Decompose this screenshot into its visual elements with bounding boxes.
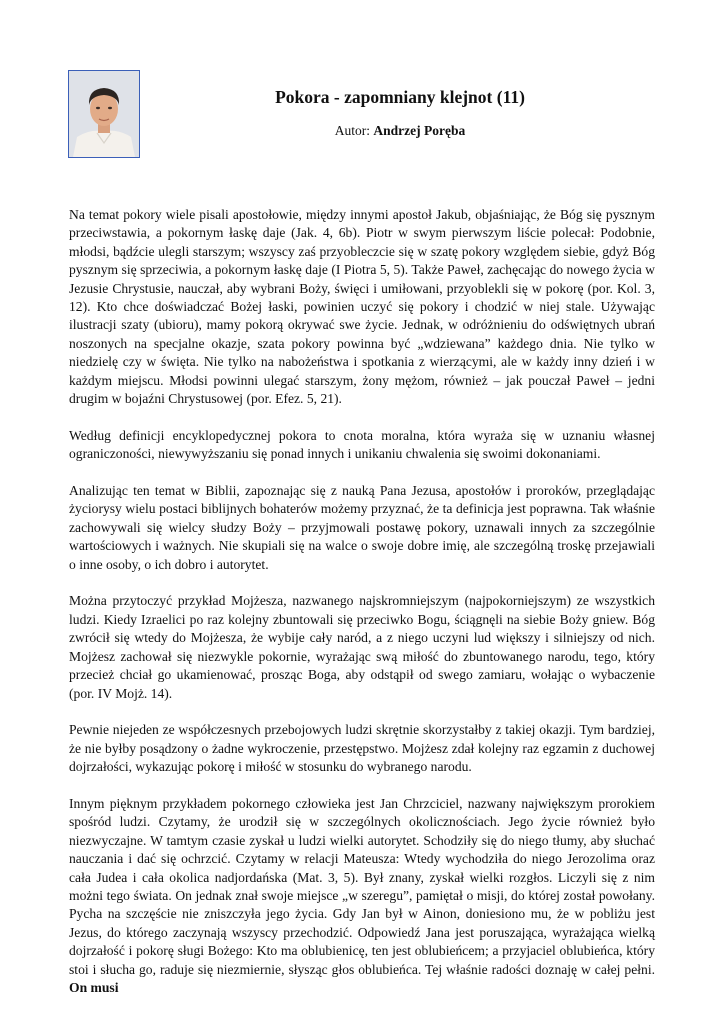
author-label: Autor: <box>334 123 370 138</box>
paragraph: Według definicji encyklopedycznej pokora to cnota moralna, która wyraża się w uznaniu własnej ograniczoności, niewywyższaniu się ponad innych i unikaniu chwalenia się swoimi dokonaniami. <box>69 427 655 462</box>
paragraph-text: Innym pięknym przykładem pokornego człowieka jest Jan Chrzciciel, nazwany największym prorokiem spośród ludzi. Czytamy, że urodził się w szczególnych okolicznościach. Jego życie również było niezwyczajne. W tamtym czasie zyskał u ludzi wielki autorytet. Schodziły się do niego tłumy, aby słuchać nauczania i dać się ochrzcić. Czytamy w relacji Mateusza: Wtedy wychodziła do niego Jerozolima oraz cała Judea i cała okolica nadjordańska (Mat. 3, 5). Był znany, zyskał wielki rozgłos. Liczyli się z nim możni tego świata. On jednak znał swoje miejsce „w szeregu”, pamiętał o misji, do której został powołany. Pycha na szczęście nie zniszczyła jego życia. Gdy Jan był w Ainon, doniesiono mu, że w pobliżu jest Jezus, do którego zaczynają wszyscy przechodzić. Odpowiedź Jana jest poruszająca, wyrażająca wielką dojrzałość i pokorę sługi Bożego: Kto ma oblubienicę, ten jest oblubieńcem; a przyjaciel oblubieńca, który stoi i słucha go, raduje się niezmiernie, słysząc głos oblubieńca. Tej właśnie radości doznaję w całej pełni. <box>69 795 655 977</box>
paragraph: Analizując ten temat w Biblii, zapoznając się z nauką Pana Jezusa, apostołów i proroków, przeglądając życiorysy wielu postaci biblijnych bohaterów możemy przyznać, że ta definicja jest poprawna. Tak właśnie zachowywali się wielcy słudzy Boży – przyjmowali postawę pokory, uznawali innych za szczególnie wartościowych i ważnych. Nie skupiali się na walce o swoje dobre imię, ale szczególną troskę przejawiali o inne osoby, o ich dobro i autorytet. <box>69 483 655 572</box>
paragraph-bold-tail: On musi <box>69 979 119 995</box>
author-photo <box>68 70 140 158</box>
article-body <box>69 206 655 997</box>
paragraph: Pewnie niejeden ze współczesnych przebojowych ludzi skrętnie skorzystałby z takiej okazji. Tym bardziej, że nie byłby posądzony o żadne wykroczenie, przestępstwo. Mojżesz zdał kolejny raz egzamin z duchowej dojrzałości, wykazując pokorę i miłość w stosunku do wybranego narodu. <box>69 722 655 775</box>
paragraph: Można przytoczyć przykład Mojżesza, nazwanego najskromniejszym (najpokorniejszym) ze wszystkich ludzi. Kiedy Izraelici po raz kolejny zbuntowali się przeciwko Bogu, ściągnęli na siebie Boży gniew. Bóg zwrócił się wtedy do Mojżesza, że wybije cały naród, a z niego uczyni lud większy i silniejszy od nich. Mojżesz zachował się niezwykle pokornie, wyrażając swą miłość do zbuntowanego narodu, tego, który przecież chciał go ukamienować, prosząc Boga, aby odstąpił od swego zamiaru, wołając o wybaczenie (por. IV Mojż. 14). <box>69 593 655 701</box>
page-title: Pokora - zapomniany klejnot (11) <box>275 87 525 107</box>
author-name: Andrzej Poręba <box>373 123 466 138</box>
paragraph: Na temat pokory wiele pisali apostołowie, między innymi apostoł Jakub, objaśniając, że Bóg się pysznym przeciwstawia, a pokornym łaskę daje (Jak. 4, 6b). Piotr w swym pierwszym liście polecał: Podobnie, młodsi, bądźcie ulegli starszym; wszyscy zaś przyobleczcie się w szatę pokory względem siebie, gdyż Bóg pysznym się sprzeciwia, a pokornym łaskę daje (I Piotra 5, 5). Także Paweł, zachęcając do nowego życia w Jezusie Chrystusie, nauczał, aby wybrani Boży, święci i umiłowani, przyoblekli się w pokorę (por. Kol. 3, 12). Kto chce doświadczać Bożej łaski, powinien uczyć się pokory i chodzić w niej stale. Używając ilustracji szaty (ubioru), mamy pokorą okrywać swe życie. Jednak, w odróżnieniu do odświętnych ubrań noszonych na specjalne okazje, szata pokory powinna być „wdziewana” każdego dnia. Nie tylko w niedzielę czy w święta. Nie tylko na nabożeństwa i spotkania z wierzącymi, ale w każdy inny dzień i w każdym miejscu. Młodsi powinni ulegać starszym, żony mężom, również – jak pouczał Paweł – jedni drugim w bojaźni Chrystusowej (por. Efez. 5, 21). <box>69 207 655 407</box>
author-portrait-icon <box>69 71 139 157</box>
author-line <box>150 122 650 140</box>
paragraph <box>69 795 655 997</box>
